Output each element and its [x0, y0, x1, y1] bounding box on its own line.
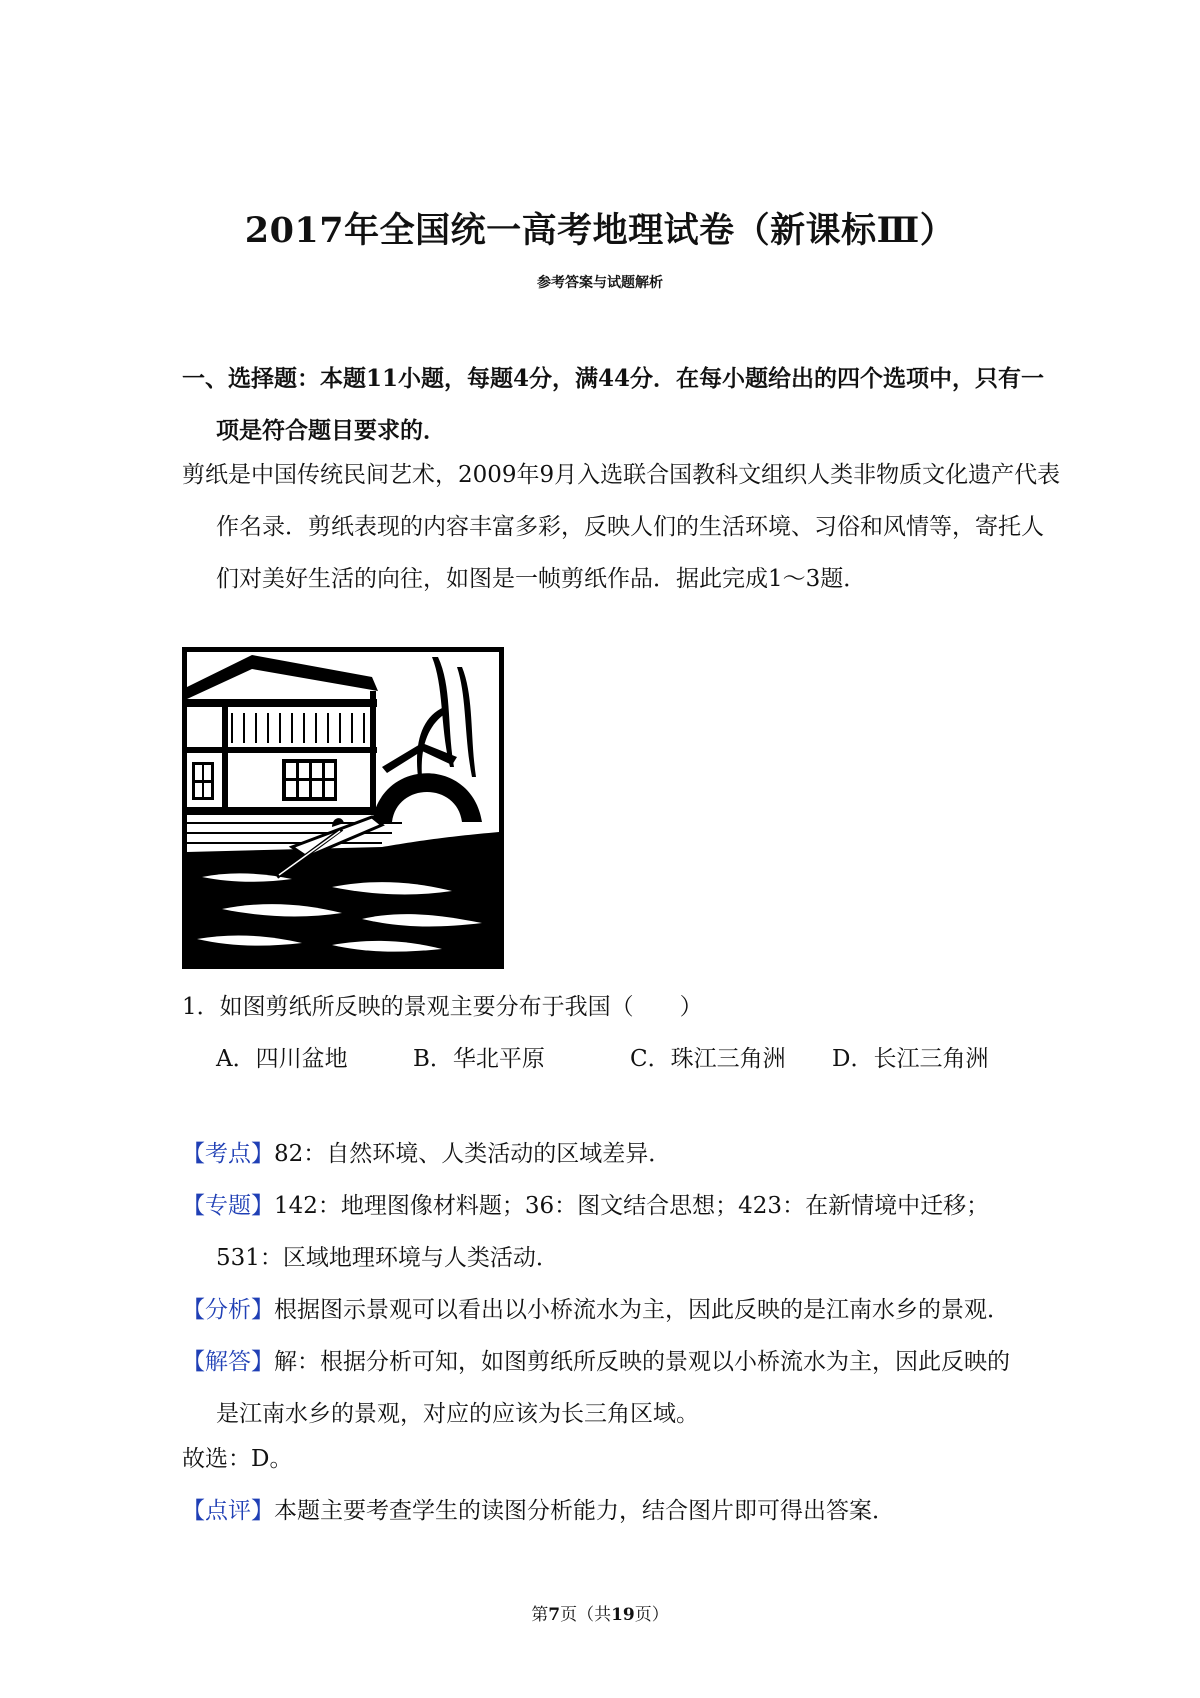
- footer-pre: 第: [531, 1605, 549, 1625]
- option-a: A．四川盆地: [216, 1046, 348, 1072]
- answer-line: 故选：D。: [182, 1446, 293, 1472]
- question-1-stem: 1．如图剪纸所反映的景观主要分布于我国（ ）: [182, 994, 703, 1020]
- footer-page-number: 7: [548, 1605, 561, 1625]
- dianping-line: [182, 1485, 1032, 1537]
- zhuanti-tag: 【专题】: [182, 1193, 274, 1219]
- footer-total-pages: 19: [611, 1605, 635, 1625]
- footer-mid: 页（共: [560, 1605, 612, 1625]
- option-c: C．珠江三角洲: [630, 1046, 786, 1072]
- page-title: 2017年全国统一高考地理试卷（新课标Ⅲ）: [244, 210, 956, 251]
- papercut-figure: [182, 647, 504, 969]
- intro-paragraph: 剪纸是中国传统民间艺术，2009年9月入选联合国教科文组织人类非物质文化遗产代表作名录．剪纸表现的内容丰富多彩，反映人们的生活环境、习俗和风情等，寄托人们对美好生活的向往，如图是一帧剪纸作品．据此完成1～3题．: [182, 462, 1061, 592]
- jieda-text: 解：根据分析可知，如图剪纸所反映的景观以小桥流水为主，因此反映的是江南水乡的景观，对应的应该为长三角区域。: [216, 1349, 1010, 1427]
- option-b: B．华北平原: [413, 1046, 545, 1072]
- footer-post: 页）: [634, 1605, 669, 1625]
- jieda-tag: 【解答】: [182, 1349, 274, 1375]
- analysis-block: [182, 1128, 1032, 1440]
- zhuanti-text: 142：地理图像材料题；36：图文结合思想；423：在新情境中迁移；531：区域地理环境与人类活动．: [216, 1193, 990, 1271]
- option-d: D．长江三角洲: [832, 1046, 989, 1072]
- jieda-line: [182, 1336, 1032, 1440]
- fenxi-text: 根据图示景观可以看出以小桥流水为主，因此反映的是江南水乡的景观．: [274, 1297, 1010, 1323]
- zhuanti-line: [182, 1180, 1032, 1284]
- dianping-text: 本题主要考查学生的读图分析能力，结合图片即可得出答案．: [274, 1498, 895, 1524]
- page-footer: [0, 1600, 1200, 1625]
- fenxi-line: [182, 1284, 1032, 1336]
- kaodian-text: 82：自然环境、人类活动的区域差异．: [274, 1141, 672, 1167]
- page-subtitle: 参考答案与试题解析: [537, 275, 663, 291]
- fenxi-tag: 【分析】: [182, 1297, 274, 1323]
- kaodian-tag: 【考点】: [182, 1141, 274, 1167]
- section-heading: 一、选择题：本题11小题，每题4分，满44分．在每小题给出的四个选项中，只有一项是符合题目要求的．: [182, 365, 1045, 444]
- question-1-options: [216, 1033, 1036, 1085]
- dianping-tag: 【点评】: [182, 1498, 274, 1524]
- kaodian-line: [182, 1128, 1032, 1180]
